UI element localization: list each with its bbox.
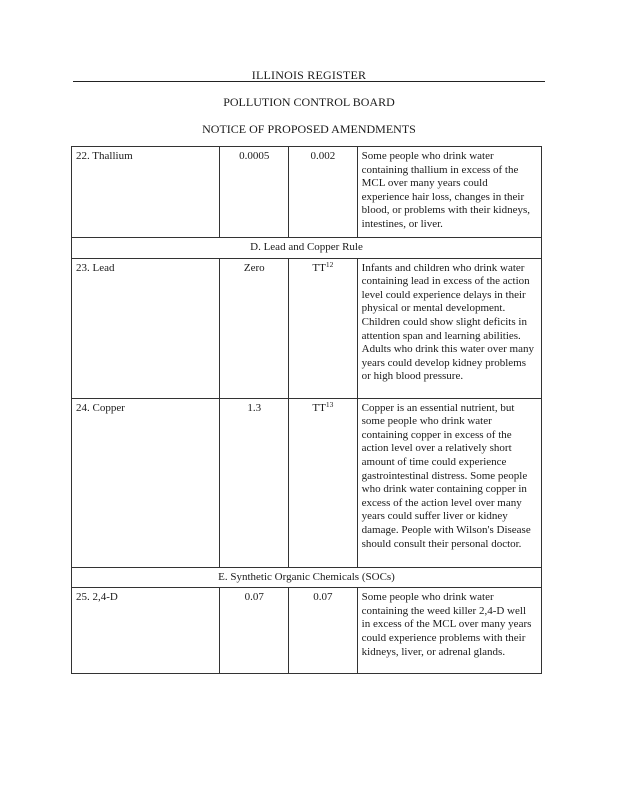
health-effect: Some people who drink water containing thallium in excess of the MCL over many years could experience hair loss, changes in their blood, or problems with their kidneys, intestines, or liver. xyxy=(357,147,541,238)
mclg-value: 0.0005 xyxy=(220,147,289,238)
contaminant-table xyxy=(71,146,542,674)
section-heading: D. Lead and Copper Rule xyxy=(72,238,542,259)
table-row xyxy=(72,258,542,398)
register-title: ILLINOIS REGISTER xyxy=(251,68,367,82)
board-name: POLLUTION CONTROL BOARD xyxy=(223,95,395,109)
mcl-value xyxy=(289,588,358,674)
section-heading: E. Synthetic Organic Chemicals (SOCs) xyxy=(72,567,542,588)
contaminant-name: 25. 2,4-D xyxy=(72,588,220,674)
mcl-text: 0.07 xyxy=(313,591,333,604)
mcl-value xyxy=(289,258,358,398)
mcl-text: TT xyxy=(312,261,326,274)
mcl-value xyxy=(289,398,358,567)
mclg-value: 0.07 xyxy=(220,588,289,674)
section-row xyxy=(72,238,542,259)
footnote-marker: 13 xyxy=(325,399,334,409)
mcl-value xyxy=(289,147,358,238)
mcl-text: TT xyxy=(312,401,326,414)
mcl-text: 0.002 xyxy=(310,150,336,162)
mclg-value: 1.3 xyxy=(220,398,289,567)
table-row xyxy=(72,588,542,674)
table-row xyxy=(72,398,542,567)
footnote-marker: 12 xyxy=(325,259,334,269)
notice-title: NOTICE OF PROPOSED AMENDMENTS xyxy=(202,122,416,136)
health-effect: Copper is an essential nutrient, but some people who drink water containing copper in excess of the action level over a relatively short amount of time could experience gastrointestinal distress. Some people who drink water containing copper in excess of the action level over many years could suffer liver or kidney damage. People with Wilson's Disease should consult their personal doctor. xyxy=(357,398,541,567)
contaminant-name: 24. Copper xyxy=(72,398,220,567)
table-row xyxy=(72,147,542,238)
health-effect: Infants and children who drink water containing lead in excess of the action level could experience delays in their physical or mental development. Children could show slight deficits in attention span and learning abilities. Adults who drink this water over many years could develop kidney problems or high blood pressure. xyxy=(357,258,541,398)
health-effect: Some people who drink water containing the weed killer 2,4-D well in excess of the MCL over many years could experience problems with their kidneys, liver, or adrenal glands. xyxy=(357,588,541,674)
contaminant-name: 22. Thallium xyxy=(72,147,220,238)
contaminant-name: 23. Lead xyxy=(72,258,220,398)
section-row xyxy=(72,567,542,588)
header-rule xyxy=(73,81,545,82)
mclg-value: Zero xyxy=(220,258,289,398)
